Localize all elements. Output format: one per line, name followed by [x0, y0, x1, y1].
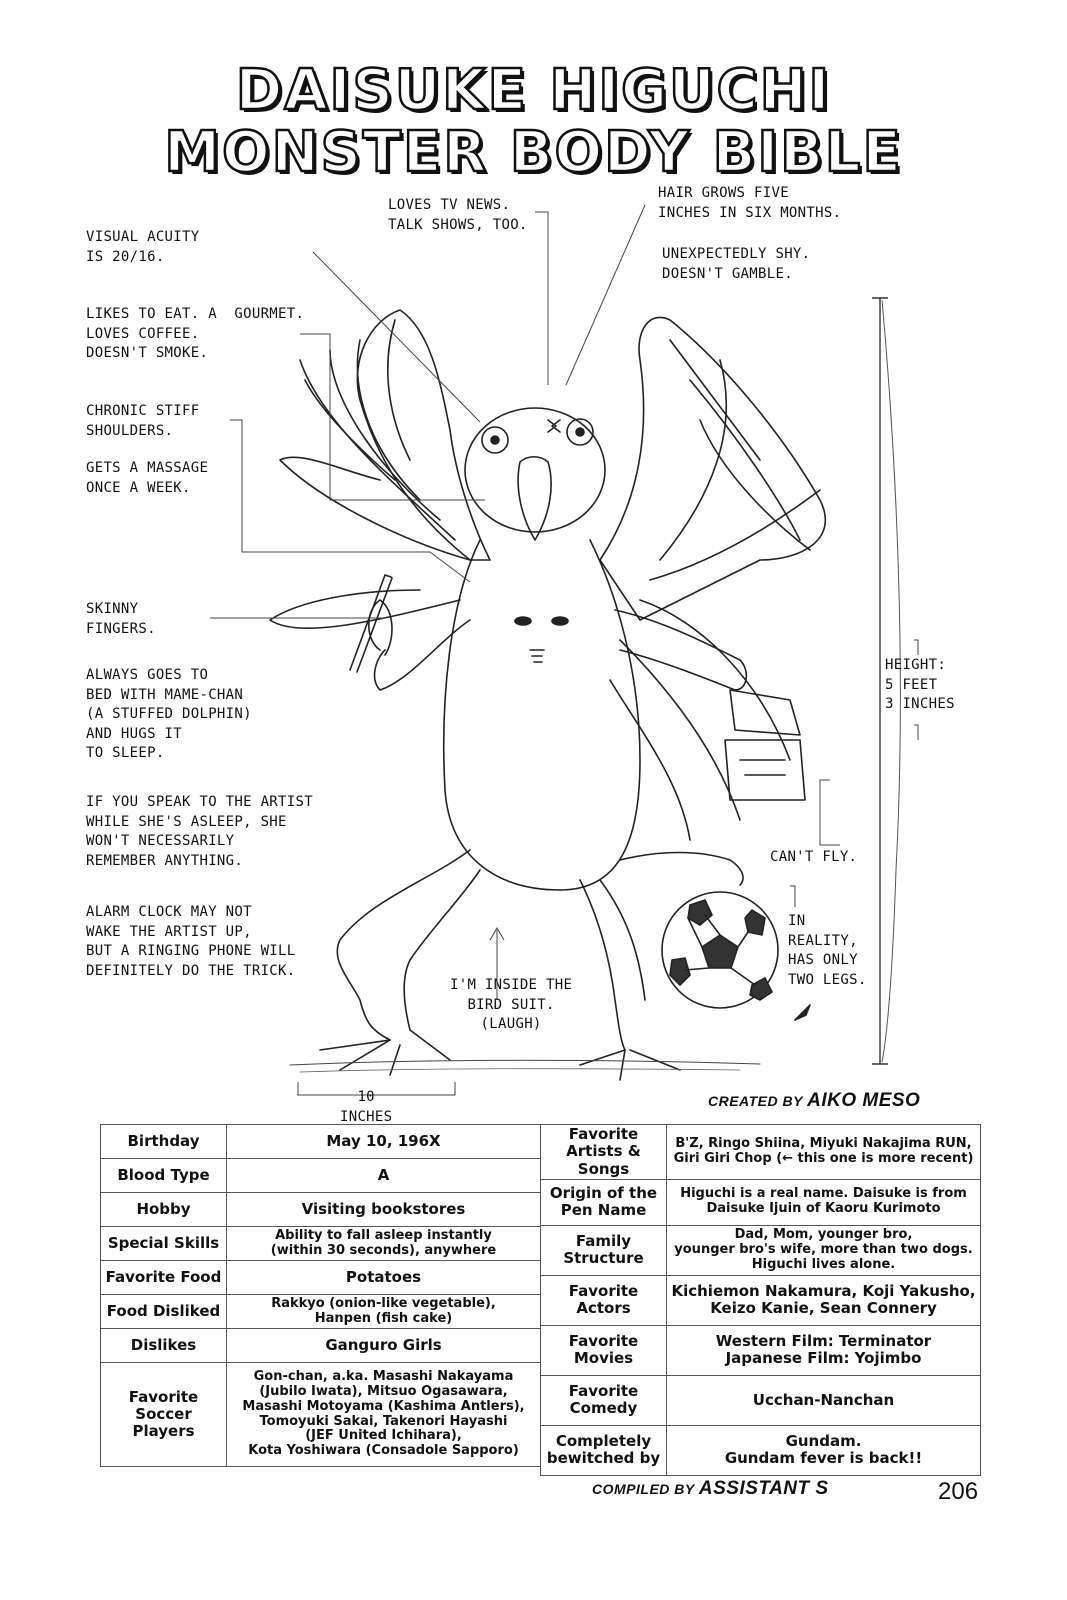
- page-title-line-2: MONSTER BODY BIBLE: [164, 120, 903, 185]
- note-two-legs: IN REALITY, HAS ONLY TWO LEGS.: [788, 913, 867, 988]
- row-value: Potatoes: [227, 1261, 541, 1295]
- right-wing: [600, 317, 825, 620]
- row-value: May 10, 196X: [227, 1125, 541, 1159]
- created-by-name: AIKO MESO: [807, 1090, 921, 1111]
- row-label: Blood Type: [101, 1159, 227, 1193]
- row-value: Ucchan-Nanchan: [667, 1375, 981, 1425]
- row-label: Favorite Comedy: [541, 1375, 667, 1425]
- row-label: Favorite Artists & Songs: [541, 1125, 667, 1180]
- row-label: Food Disliked: [101, 1295, 227, 1329]
- page-title-line-1: DAISUKE HIGUCHI: [235, 58, 832, 123]
- compiled-by-prefix: COMPILED BY: [592, 1481, 695, 1497]
- row-label: Birthday: [101, 1125, 227, 1159]
- created-by-prefix: CREATED BY: [708, 1093, 803, 1109]
- table-row: [541, 1275, 981, 1325]
- table-row: [101, 1329, 541, 1363]
- row-label: Origin of the Pen Name: [541, 1179, 667, 1225]
- table-row: [101, 1295, 541, 1329]
- profile-table-right: [540, 1124, 981, 1476]
- row-label: Family Structure: [541, 1225, 667, 1275]
- row-label: Favorite Movies: [541, 1325, 667, 1375]
- row-label: Favorite Actors: [541, 1275, 667, 1325]
- suitcase: [725, 740, 805, 800]
- row-value: A: [227, 1159, 541, 1193]
- note-height: HEIGHT: 5 FEET 3 INCHES: [885, 657, 955, 712]
- note-bird-suit: I'M INSIDE THE BIRD SUIT. (LAUGH): [450, 977, 573, 1032]
- extra-leg: [620, 853, 743, 886]
- note-massage: GETS A MASSAGE ONCE A WEEK.: [86, 460, 209, 496]
- note-skinny-fingers: SKINNY FINGERS.: [86, 601, 156, 637]
- note-asleep: IF YOU SPEAK TO THE ARTIST WHILE SHE'S ASLEEP, SHE WON'T NECESSARILY REMEMBER ANYTHING.: [86, 794, 313, 869]
- note-tv-news: LOVES TV NEWS. TALK SHOWS, TOO.: [388, 197, 528, 233]
- table-row: [101, 1125, 541, 1159]
- page-number: 206: [938, 1478, 979, 1505]
- row-value: Gundam. Gundam fever is back!!: [667, 1425, 981, 1475]
- right-arm: [615, 610, 746, 690]
- compiled-by-name: ASSISTANT S: [698, 1478, 829, 1499]
- row-label: Dislikes: [101, 1329, 227, 1363]
- table-row: [101, 1227, 541, 1261]
- table-row: [101, 1159, 541, 1193]
- table-row: [101, 1193, 541, 1227]
- table-row: [541, 1425, 981, 1475]
- row-label: Completely bewitched by: [541, 1425, 667, 1475]
- row-value: Higuchi is a real name. Daisuke is from Daisuke Ijuin of Kaoru Kurimoto: [667, 1179, 981, 1225]
- left-wing: [357, 310, 490, 560]
- note-shy: UNEXPECTEDLY SHY. DOESN'T GAMBLE.: [662, 246, 811, 282]
- table-row: [101, 1261, 541, 1295]
- note-hair-growth: HAIR GROWS FIVE INCHES IN SIX MONTHS.: [658, 185, 842, 221]
- table-row: [541, 1325, 981, 1375]
- row-label: Hobby: [101, 1193, 227, 1227]
- note-alarm-clock: ALARM CLOCK MAY NOT WAKE THE ARTIST UP, BUT A RINGING PHONE WILL DEFINITELY DO THE TRICK.: [86, 904, 296, 979]
- note-gourmet: LIKES TO EAT. A GOURMET. LOVES COFFEE. DOESN'T SMOKE.: [86, 306, 305, 361]
- note-cant-fly: CAN'T FLY.: [770, 849, 858, 865]
- row-value: B'Z, Ringo Shiina, Miyuki Nakajima RUN, Giri Giri Chop (← this one is more recent): [667, 1125, 981, 1180]
- row-value: Rakkyo (onion-like vegetable), Hanpen (fish cake): [227, 1295, 541, 1329]
- row-label: Favorite Soccer Players: [101, 1363, 227, 1467]
- row-label: Special Skills: [101, 1227, 227, 1261]
- compiled-by-credit: [592, 1478, 829, 1500]
- right-leg: [580, 880, 625, 1050]
- head: [465, 408, 605, 532]
- row-value: Dad, Mom, younger bro, younger bro's wife, more than two dogs. Higuchi lives alone.: [667, 1225, 981, 1275]
- table-row: [541, 1225, 981, 1275]
- note-stiff-shoulders: CHRONIC STIFF SHOULDERS.: [86, 403, 200, 439]
- body: [444, 540, 640, 890]
- profile-table-left: [100, 1124, 541, 1467]
- row-value: Gon-chan, a.ka. Masashi Nakayama (Jubilo Iwata), Mitsuo Ogasawara, Masashi Motoyama (Kashima Antlers), Tomoyuki Sakai, Takenori Hayashi (JEF United Ichihara), Kota Yoshiwara (Consadole Sapporo): [227, 1363, 541, 1467]
- row-value: Western Film: Terminator Japanese Film: Yojimbo: [667, 1325, 981, 1375]
- row-label: Favorite Food: [101, 1261, 227, 1295]
- table-row: [541, 1375, 981, 1425]
- table-row: [101, 1363, 541, 1467]
- table-row: [541, 1179, 981, 1225]
- note-ten-inches: 10 INCHES: [340, 1089, 393, 1125]
- row-value: Visiting bookstores: [227, 1193, 541, 1227]
- note-visual-acuity: VISUAL ACUITY IS 20/16.: [86, 229, 200, 265]
- note-mame-chan: ALWAYS GOES TO BED WITH MAME-CHAN (A STUFFED DOLPHIN) AND HUGS IT TO SLEEP.: [86, 667, 252, 761]
- table-row: [541, 1125, 981, 1180]
- created-by-credit: [708, 1090, 920, 1112]
- beak: [518, 457, 551, 540]
- left-arm: [375, 620, 470, 690]
- row-value: Ganguro Girls: [227, 1329, 541, 1363]
- row-value: Kichiemon Nakamura, Koji Yakusho, Keizo Kanie, Sean Connery: [667, 1275, 981, 1325]
- row-value: Ability to fall asleep instantly (within 30 seconds), anywhere: [227, 1227, 541, 1261]
